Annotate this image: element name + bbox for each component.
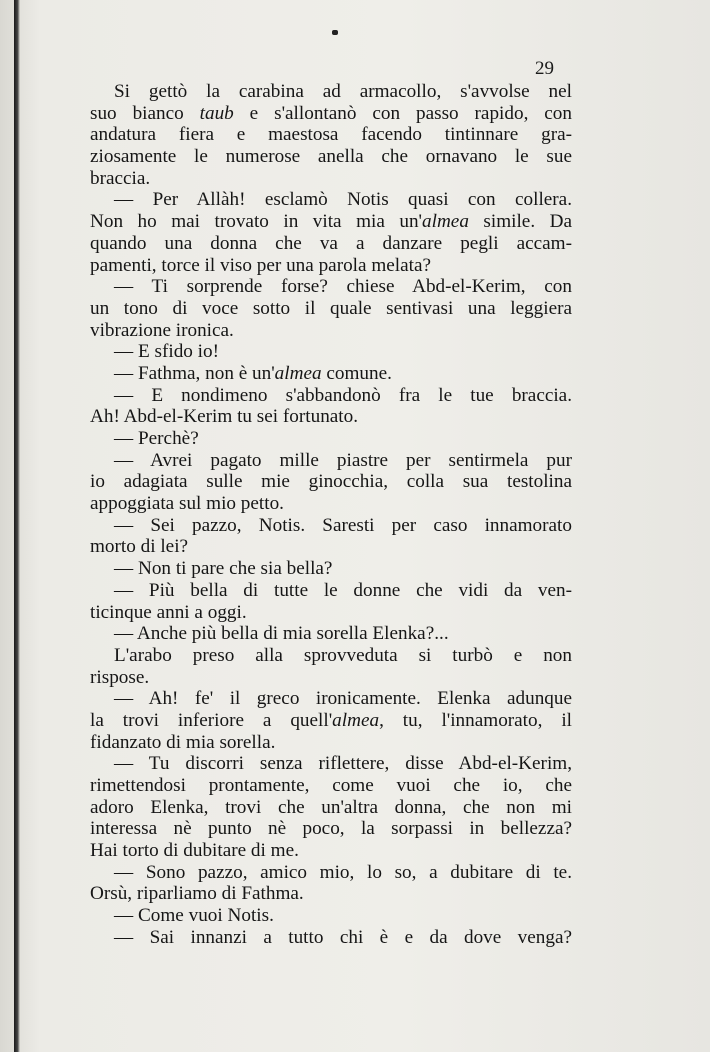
text-line: quando una donna che va a danzare pegli accam-: [90, 232, 572, 254]
text-line: ziosamente le numerose anella che ornavano le sue: [90, 146, 572, 168]
text-line: — Ti sorprende forse? chiese Abd-el-Kerim, con: [114, 276, 572, 298]
text-line: rispose.: [90, 666, 150, 688]
text-line: Ah! Abd-el-Kerim tu sei fortunato.: [90, 406, 359, 428]
text-line: — E nondimeno s'abbandonò fra le tue braccia.: [114, 384, 572, 406]
print-mark: [332, 30, 338, 35]
text-line: — Sai innanzi a tutto chi è e da dove venga?: [114, 926, 572, 948]
body-text: [90, 81, 572, 949]
text-line: — Tu discorri senza riflettere, disse Abd-el-Kerim,: [114, 753, 572, 775]
text-line: — Avrei pagato mille piastre per sentirmela pur: [114, 449, 572, 471]
text-line: — Perchè?: [114, 428, 199, 449]
text-line: ticinque anni a oggi.: [90, 601, 247, 623]
text-line: adoro Elenka, trovi che un'altra donna, che non mi: [90, 796, 572, 818]
text-line: Hai torto di dubitare di me.: [90, 840, 299, 862]
text-line: — Non ti pare che sia bella?: [114, 558, 333, 580]
text-line: morto di lei?: [90, 536, 189, 558]
text-line: — E sfido io!: [114, 341, 219, 363]
text-line: la trovi inferiore a quell'almea, tu, l'innamorato, il: [90, 709, 572, 731]
text-line: Non ho mai trovato in vita mia un'almea simile. Da: [90, 211, 573, 233]
text-line: suo bianco taub e s'allontanò con passo rapido, con: [90, 102, 572, 124]
text-line: — Ah! fe' il greco ironicamente. Elenka adunque: [114, 688, 572, 710]
text-line: — Sei pazzo, Notis. Saresti per caso innamorato: [114, 514, 572, 536]
text-line: — Anche più bella di mia sorella Elenka?...: [114, 623, 449, 645]
spine-shadow: [14, 0, 20, 1052]
text-line: un tono di voce sotto il quale sentivasi una leggiera: [90, 297, 572, 319]
text-line: L'arabo preso alla sprovveduta si turbò e non: [114, 644, 572, 666]
text-line: — Per Allàh! esclamò Notis quasi con collera.: [114, 189, 572, 211]
text-line: braccia.: [90, 167, 151, 189]
text-line: andatura fiera e maestosa facendo tintinnare gra-: [90, 124, 572, 146]
text-line: Si gettò la carabina ad armacollo, s'avvolse nel: [114, 81, 572, 102]
text-line: fidanzato di mia sorella.: [90, 731, 276, 753]
text-line: — Più bella di tutte le donne che vidi da ven-: [114, 579, 572, 601]
text-line: interessa nè punto nè poco, la sorpassi in bellezza?: [90, 818, 572, 840]
text-line: appoggiata sul mio petto.: [90, 493, 284, 515]
text-line: io adagiata sulle mie ginocchia, colla sua testolina: [90, 471, 572, 493]
text-line: — Come vuoi Notis.: [114, 905, 274, 927]
text-line: rimettendosi prontamente, come vuoi che io, che: [90, 775, 572, 796]
text-line: vibrazione ironica.: [90, 319, 234, 341]
text-line: Orsù, riparliamo di Fathma.: [90, 883, 304, 905]
page-number: 29: [535, 58, 554, 79]
text-line: pamenti, torce il viso per una parola melata?: [90, 254, 431, 276]
text-line: — Sono pazzo, amico mio, lo so, a dubitare di te.: [114, 861, 572, 883]
text-line: — Fathma, non è un'almea comune.: [114, 362, 392, 384]
